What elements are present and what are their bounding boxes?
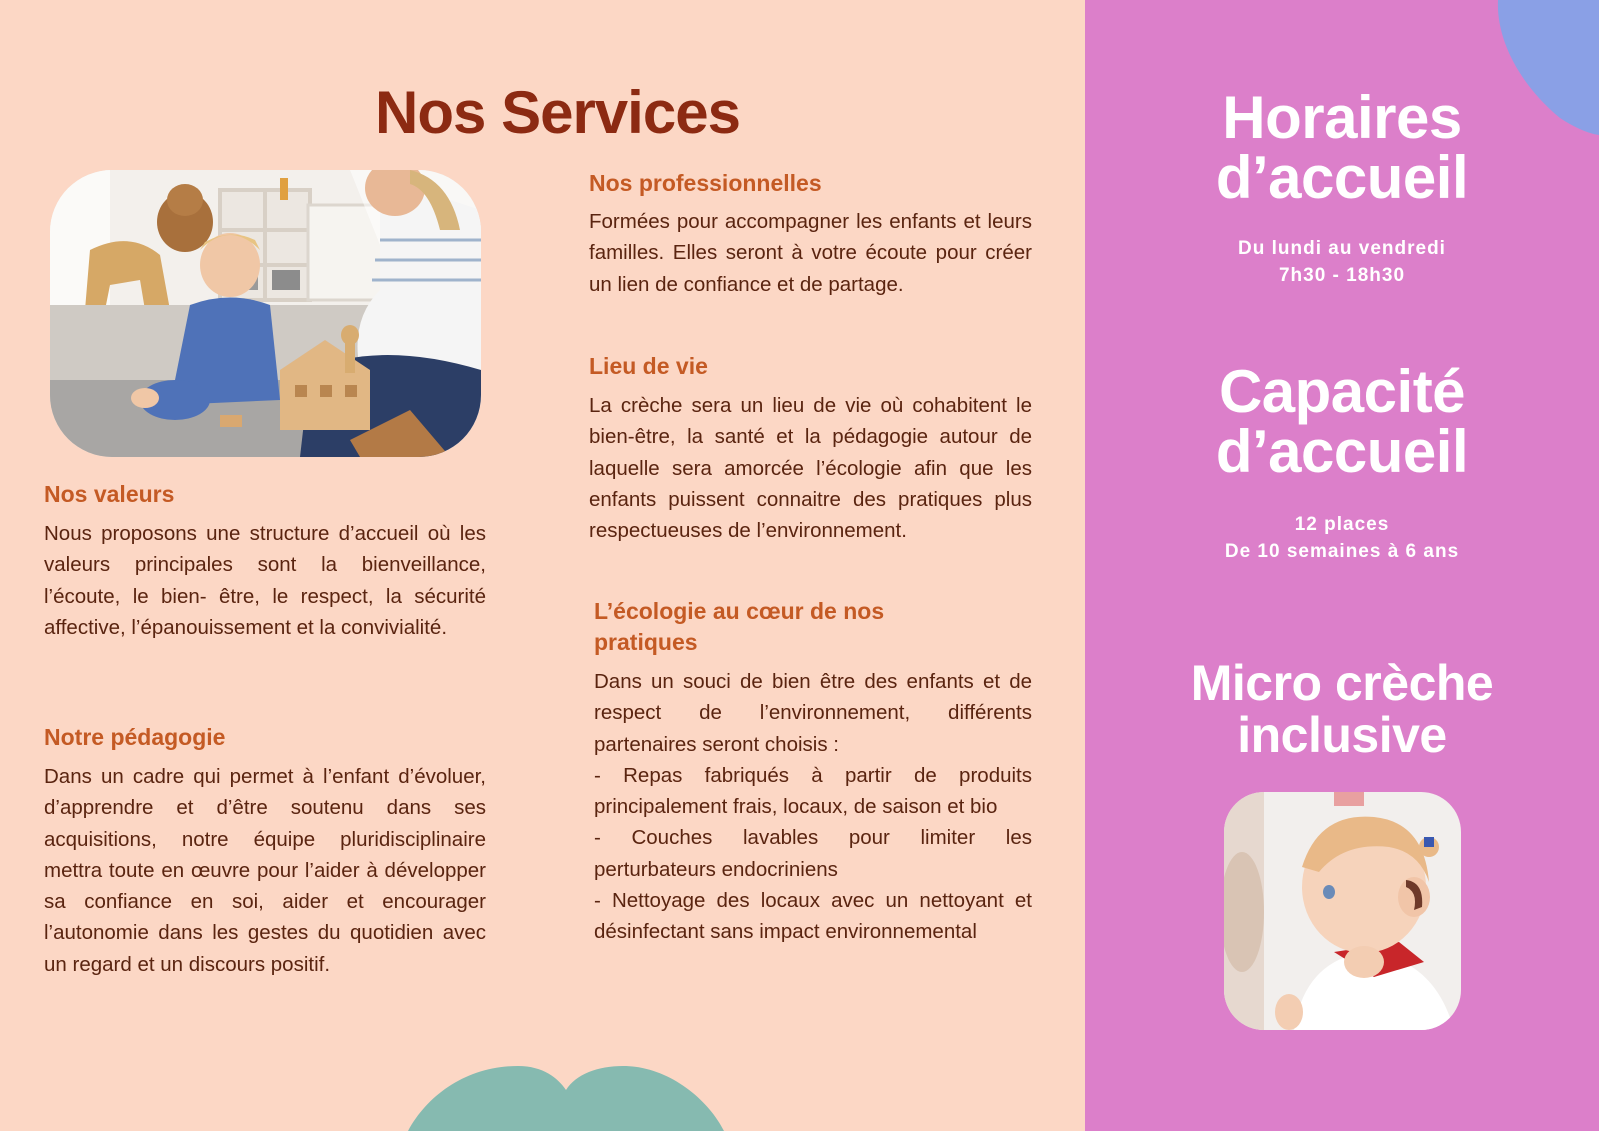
ecology-text (594, 666, 1032, 948)
opening-hours-title-line1: Horaires (1222, 84, 1462, 151)
living-place-text: La crèche sera un lieu de vie où cohabitent le bien-être, la santé et la pédagogie autour de laquelle sera amorcée l’écologie afin que les enfants puissent connaitre des pratiques plus respectueuses de l’environnement. (589, 394, 1032, 543)
micro-creche-title-line1: Micro crèche (1190, 655, 1494, 711)
capacity-title-line2: d’accueil (1215, 418, 1469, 485)
teal-blob-decoration (408, 1064, 724, 1131)
child-photo (1224, 792, 1461, 1030)
professionals-heading: Nos professionnelles (589, 170, 822, 196)
ecology-intro: Dans un souci de bien être des enfants et de respect de l’environnement, différents partenaires seront choisis : (594, 670, 1032, 756)
micro-creche-title-line2: inclusive (1237, 707, 1447, 763)
professionals-text: Formées pour accompagner les enfants et leurs familles. Elles seront à votre écoute pour créer un lien de confiance et de partage. (589, 210, 1032, 296)
page-title: Nos Services (375, 79, 740, 146)
ecology-item: - Couches lavables pour limiter les perturbateurs endocriniens (594, 826, 1032, 881)
values-text: Nous proposons une structure d’accueil où les valeurs principales sont la bienveillance, l’écoute, le bien- être, le respect, la sécurité affective, l’épanouissement et la convivialité. (44, 522, 486, 639)
opening-hours: 7h30 - 18h30 (1278, 265, 1406, 286)
toddler-with-hearing-aid-image (1224, 792, 1461, 1030)
living-place-heading: Lieu de vie (589, 353, 708, 379)
opening-hours-title (1085, 84, 1599, 211)
pedagogy-text: Dans un cadre qui permet à l’enfant d’évoluer, d’apprendre et d’être soutenu dans ses acquisitions, notre équipe pluridisciplinaire mettra toute en œuvre pour l’aider à développer sa confiance en soi, aider et encourager l’autonomie dans les gestes du quotidien avec un regard et un discours positif. (44, 765, 486, 976)
capacity-title (1085, 358, 1599, 485)
micro-creche-title (1085, 657, 1599, 761)
capacity-title-line1: Capacité (1218, 358, 1466, 425)
capacity-places: 12 places (1294, 514, 1390, 535)
opening-hours-info (1085, 235, 1599, 289)
ecology-item: - Repas fabriqués à partir de produits principalement frais, locaux, de saison et bio (594, 763, 1032, 819)
family-photo (50, 170, 481, 457)
opening-days: Du lundi au vendredi (1238, 238, 1446, 259)
opening-hours-title-line2: d’accueil (1215, 144, 1469, 211)
pedagogy-heading: Notre pédagogie (44, 724, 226, 750)
ecology-heading: L’écologie au cœur de nos pratiques (594, 598, 885, 655)
values-heading: Nos valeurs (44, 481, 175, 507)
capacity-info (1085, 511, 1599, 565)
ecology-item: - Nettoyage des locaux avec un nettoyant et désinfectant sans impact environnemental (594, 889, 1032, 944)
capacity-ages: De 10 semaines à 6 ans (1224, 541, 1460, 562)
mother-and-baby-playing-image (50, 170, 481, 457)
